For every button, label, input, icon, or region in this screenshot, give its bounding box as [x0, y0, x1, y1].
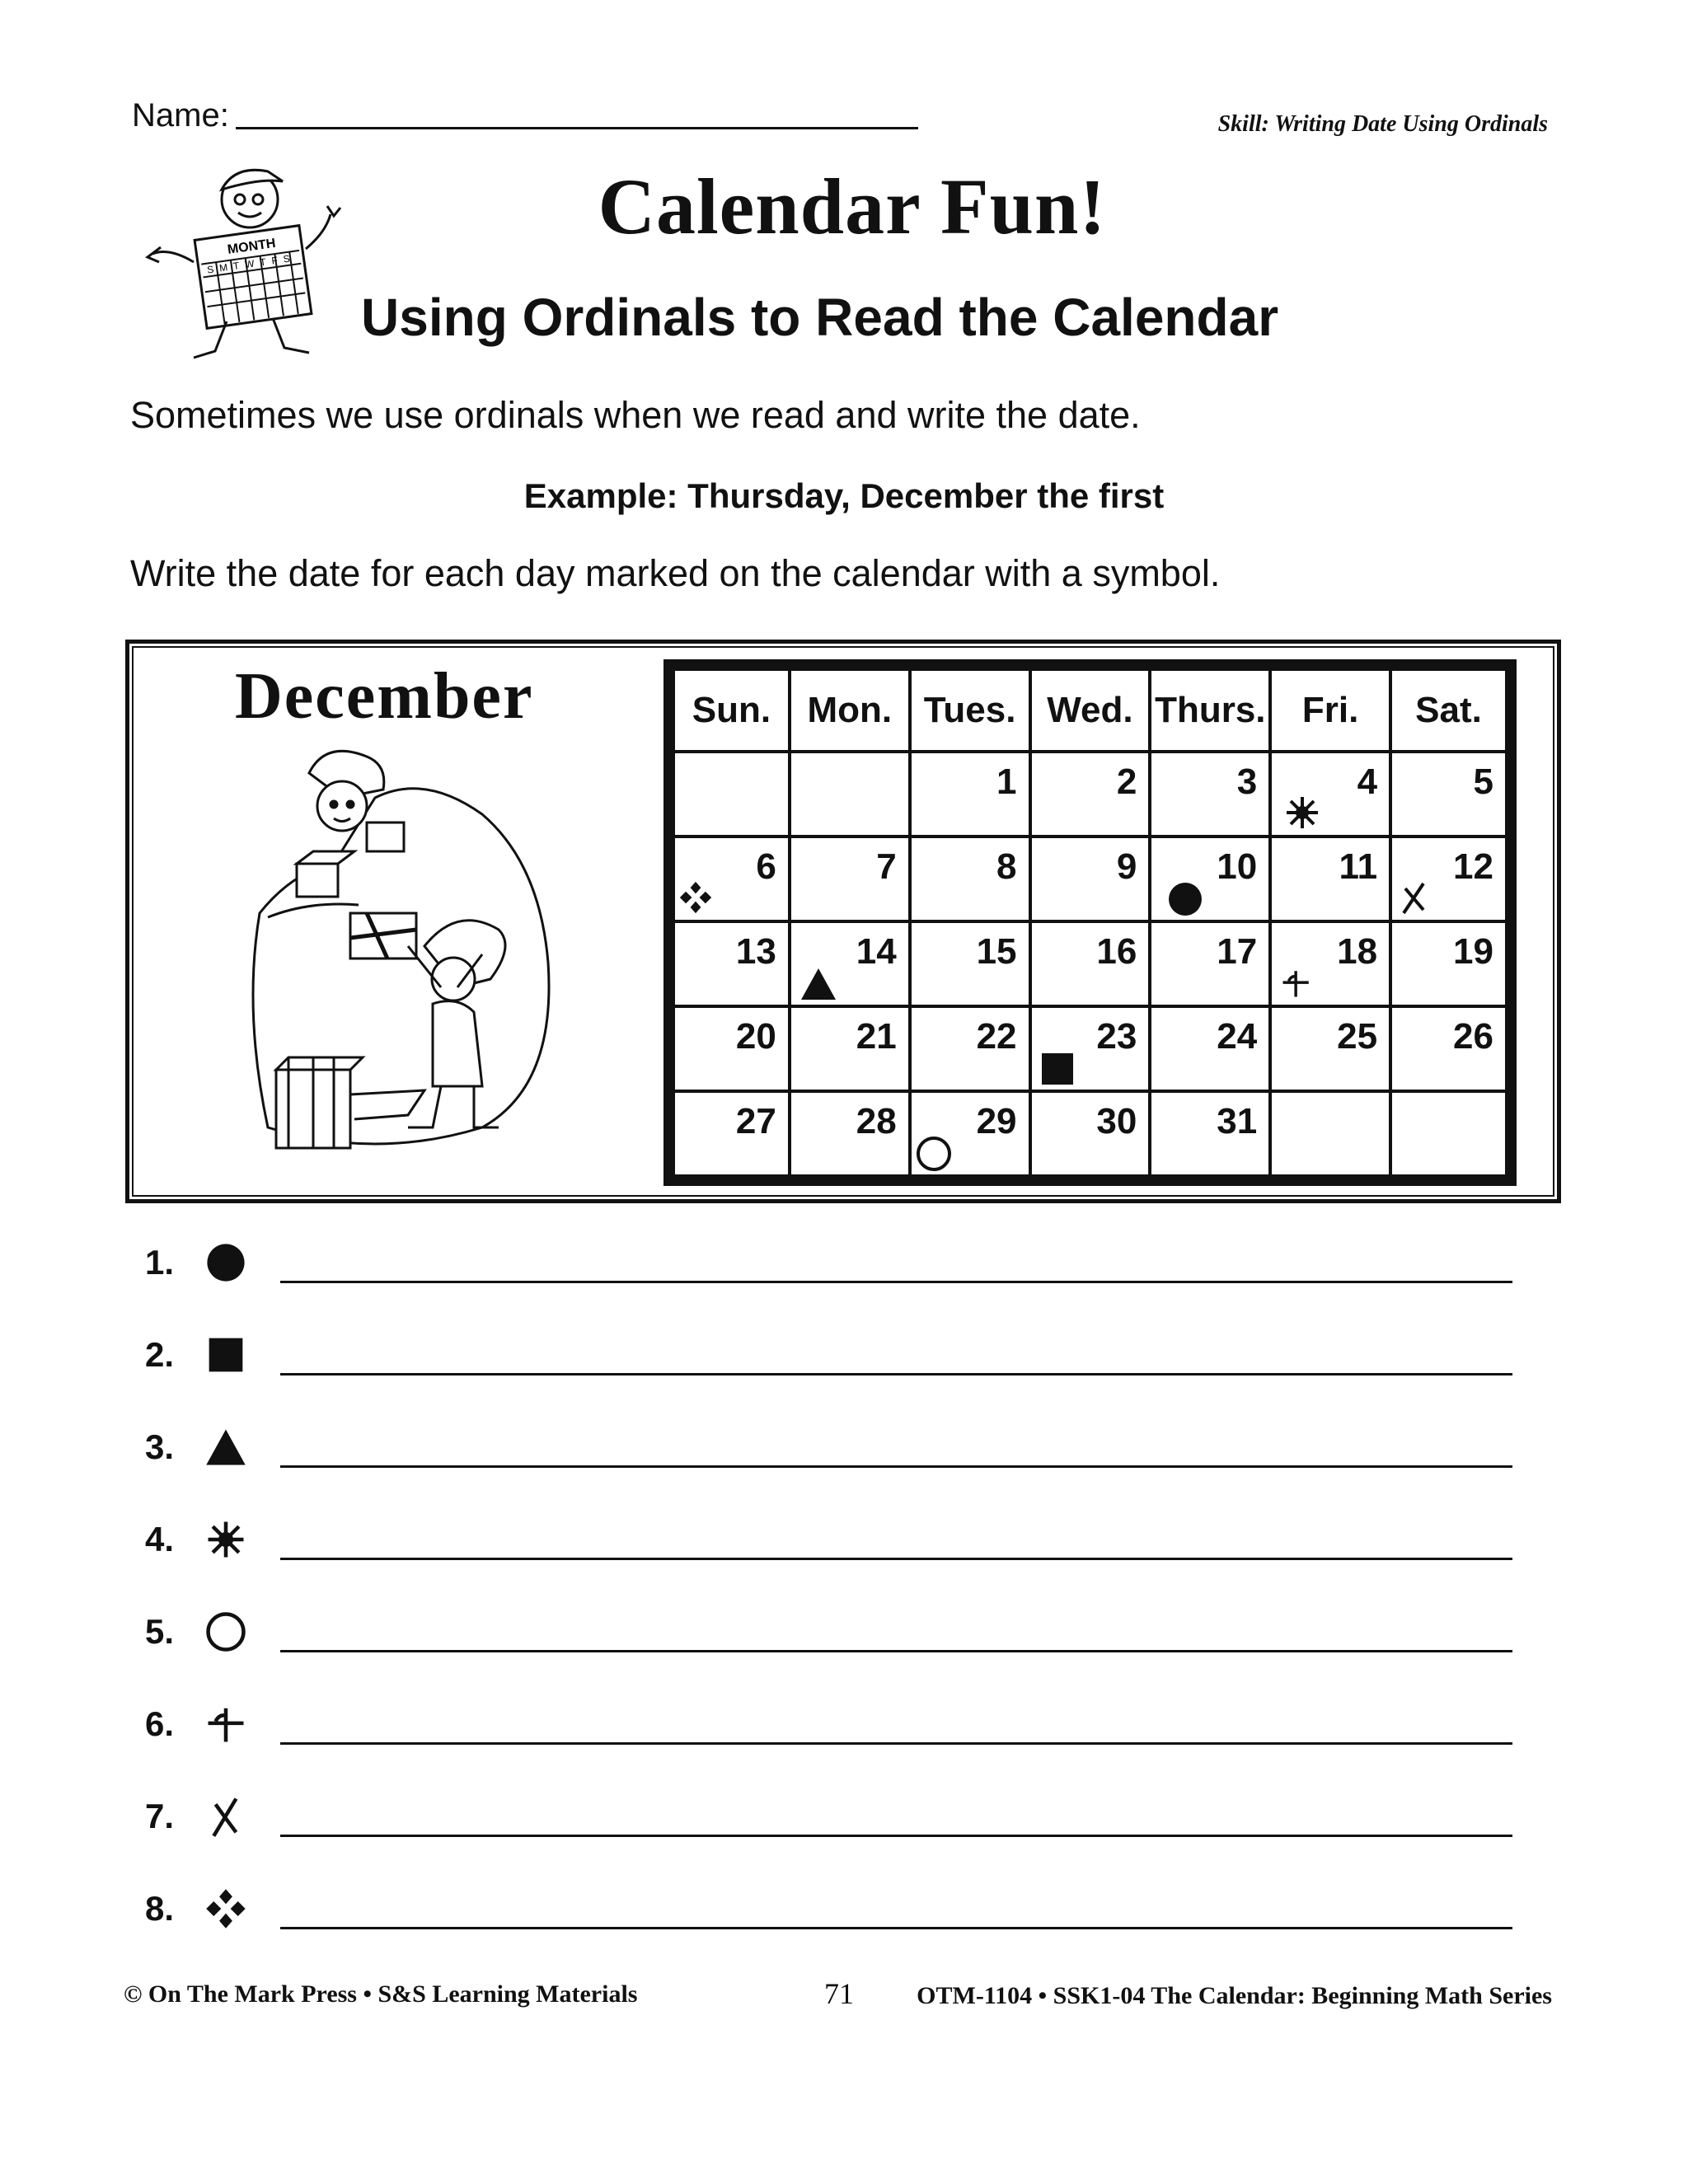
- day-header-mon: Mon.: [790, 665, 910, 752]
- calendar-day-cell: [910, 1006, 1030, 1091]
- open-circle-icon: [204, 1610, 247, 1653]
- calendar-day-cell: [1270, 1006, 1390, 1091]
- answer-row: [140, 1605, 1541, 1655]
- footer-series: OTM-1104 • SSK1-04 The Calendar: Beginning Math Series: [917, 1982, 1552, 2009]
- day-header-wed: Wed.: [1030, 665, 1151, 752]
- day-number: 9: [1116, 846, 1137, 887]
- day-number: 29: [976, 1101, 1017, 1141]
- intro-text: Sometimes we use ordinals when we read and write the date.: [130, 394, 1141, 436]
- calendar-day-cell: [1270, 921, 1390, 1006]
- star-burst-icon: [204, 1518, 247, 1561]
- day-number: 6: [756, 846, 776, 887]
- calendar-day-cell: [1270, 752, 1390, 837]
- day-header-tue: Tues.: [910, 665, 1030, 752]
- calendar-day-cell: [910, 837, 1030, 921]
- day-number: 24: [1217, 1016, 1258, 1057]
- day-number: 12: [1453, 846, 1493, 887]
- answer-number: 4.: [145, 1520, 175, 1558]
- day-number: 10: [1217, 846, 1258, 887]
- answer-line[interactable]: [280, 1558, 1512, 1560]
- name-field-row: [132, 97, 918, 134]
- day-number: 31: [1217, 1101, 1258, 1141]
- calendar-week: [669, 752, 1511, 837]
- day-number: 25: [1337, 1016, 1378, 1057]
- day-number: 18: [1337, 931, 1378, 972]
- day-number: 17: [1217, 931, 1258, 972]
- calendar-day-cell: [669, 752, 790, 837]
- calendar-day-cell: [790, 837, 910, 921]
- diamond-cluster-icon: [204, 1887, 247, 1930]
- calendar-week: [669, 1091, 1511, 1180]
- answer-row: [140, 1236, 1541, 1286]
- calendar-day-cell: [669, 921, 790, 1006]
- day-number: 1: [996, 762, 1017, 802]
- day-number: 28: [856, 1101, 897, 1141]
- calendar-day-cell: [1030, 837, 1151, 921]
- answer-line[interactable]: [280, 1281, 1512, 1283]
- star-burst-icon: [1283, 794, 1321, 832]
- calendar-day-cell: [1150, 752, 1270, 837]
- triangle-icon: [204, 1426, 247, 1469]
- day-number: 2: [1116, 762, 1137, 802]
- day-number: 8: [996, 846, 1017, 887]
- answer-row: [140, 1421, 1541, 1470]
- answer-number: 6.: [145, 1704, 175, 1743]
- filled-circle-icon: [204, 1241, 247, 1284]
- day-number: 5: [1473, 762, 1493, 802]
- calendar-day-cell: [1390, 752, 1511, 837]
- answer-line[interactable]: [280, 1927, 1512, 1929]
- answer-number: 2.: [145, 1335, 175, 1374]
- calendar-day-cell: [1030, 921, 1151, 1006]
- calendar-day-cell: [1390, 1006, 1511, 1091]
- calendar-day-cell: [669, 1091, 790, 1180]
- answer-row: [140, 1329, 1541, 1378]
- x-mark-icon: [1395, 879, 1433, 916]
- square-icon: [1039, 1050, 1076, 1088]
- day-number: 23: [1096, 1016, 1137, 1057]
- footer-publisher: © On The Mark Press • S&S Learning Materials: [124, 1980, 638, 2008]
- day-number: 19: [1453, 931, 1493, 972]
- calendar-day-cell: [1270, 837, 1390, 921]
- answer-line[interactable]: [280, 1650, 1512, 1652]
- calendar-day-cell: [1390, 921, 1511, 1006]
- day-number: 4: [1357, 762, 1378, 802]
- answer-line[interactable]: [280, 1742, 1512, 1745]
- calendar-day-cell: [910, 752, 1030, 837]
- day-header-sat: Sat.: [1390, 665, 1511, 752]
- elves-gift-sack-illustration: [210, 740, 598, 1169]
- calendar-day-cell: [1150, 1091, 1270, 1180]
- day-number: 7: [876, 846, 897, 887]
- day-number: 26: [1453, 1016, 1493, 1057]
- square-icon: [204, 1333, 247, 1376]
- calendar-day-cell: [669, 837, 790, 921]
- day-number: 27: [735, 1101, 776, 1141]
- day-number: 14: [856, 931, 897, 972]
- footer-page-number: 71: [824, 1977, 854, 2010]
- example-text: Example: Thursday, December the first: [523, 476, 1165, 515]
- calendar-day-cell: [790, 752, 910, 837]
- calendar-day-cell: [1030, 1091, 1151, 1180]
- day-number: 11: [1339, 846, 1378, 887]
- day-number: 13: [735, 931, 776, 972]
- answer-line[interactable]: [280, 1835, 1512, 1837]
- calendar-day-cell: [910, 1091, 1030, 1180]
- calendar-day-cell: [1030, 752, 1151, 837]
- cross-icon: [1280, 967, 1313, 1000]
- calendar-grid: [663, 659, 1517, 1186]
- calendar-day-cell: [1390, 1091, 1511, 1180]
- day-number: 30: [1096, 1101, 1137, 1141]
- open-circle-icon: [915, 1135, 953, 1173]
- mascot-month-text: MONTH: [226, 236, 277, 257]
- calendar-day-cell: [790, 1006, 910, 1091]
- answer-row: [140, 1790, 1541, 1840]
- answer-row: [140, 1882, 1541, 1932]
- calendar-day-cell: [1270, 1091, 1390, 1180]
- day-number: 16: [1096, 931, 1137, 972]
- calendar-week: [669, 837, 1511, 921]
- answer-line[interactable]: [280, 1373, 1512, 1376]
- page-title: Calendar Fun!: [598, 162, 1107, 251]
- calendar-day-cell: [1150, 837, 1270, 921]
- answer-row: [140, 1513, 1541, 1563]
- day-number: 20: [735, 1016, 776, 1057]
- month-title: December: [235, 660, 534, 733]
- answer-number: 8.: [145, 1889, 175, 1928]
- mascot-days-text: SMTWTFS: [206, 251, 297, 276]
- answer-number: 5.: [145, 1612, 175, 1651]
- skill-label: Skill: Writing Date Using Ordinals: [1217, 111, 1548, 137]
- page-subtitle: Using Ordinals to Read the Calendar: [361, 288, 1279, 347]
- instruction-text: Write the date for each day marked on the calendar with a symbol.: [130, 552, 1221, 594]
- answer-number: 7.: [145, 1797, 175, 1835]
- calendar-day-cell: [1150, 1006, 1270, 1091]
- day-number: 21: [856, 1016, 897, 1057]
- calendar-week: [669, 1006, 1511, 1091]
- calendar-day-cell: [910, 921, 1030, 1006]
- name-label: Name:: [132, 97, 229, 134]
- day-header-fri: Fri.: [1270, 665, 1390, 752]
- answer-line[interactable]: [280, 1465, 1512, 1468]
- name-input-line[interactable]: [236, 127, 918, 129]
- calendar-week: [669, 921, 1511, 1006]
- answer-row: [140, 1698, 1541, 1747]
- day-header-sun: Sun.: [669, 665, 790, 752]
- calendar-day-cell: [1150, 921, 1270, 1006]
- answer-number: 1.: [145, 1243, 175, 1282]
- calendar-day-cell: [1390, 837, 1511, 921]
- calendar-day-cell: [790, 921, 910, 1006]
- calendar-day-cell: [790, 1091, 910, 1180]
- day-number: 15: [976, 931, 1017, 972]
- diamond-cluster-icon: [678, 880, 713, 915]
- filled-circle-icon: [1166, 880, 1204, 918]
- day-number: 22: [976, 1016, 1017, 1057]
- cross-icon: [204, 1703, 247, 1746]
- x-mark-icon: [204, 1795, 247, 1838]
- day-number: 3: [1236, 762, 1258, 802]
- calendar-day-cell: [1030, 1006, 1151, 1091]
- answer-number: 3.: [145, 1427, 175, 1466]
- day-header-thu: Thurs.: [1150, 665, 1270, 752]
- calendar-day-cell: [669, 1006, 790, 1091]
- triangle-icon: [799, 965, 837, 1003]
